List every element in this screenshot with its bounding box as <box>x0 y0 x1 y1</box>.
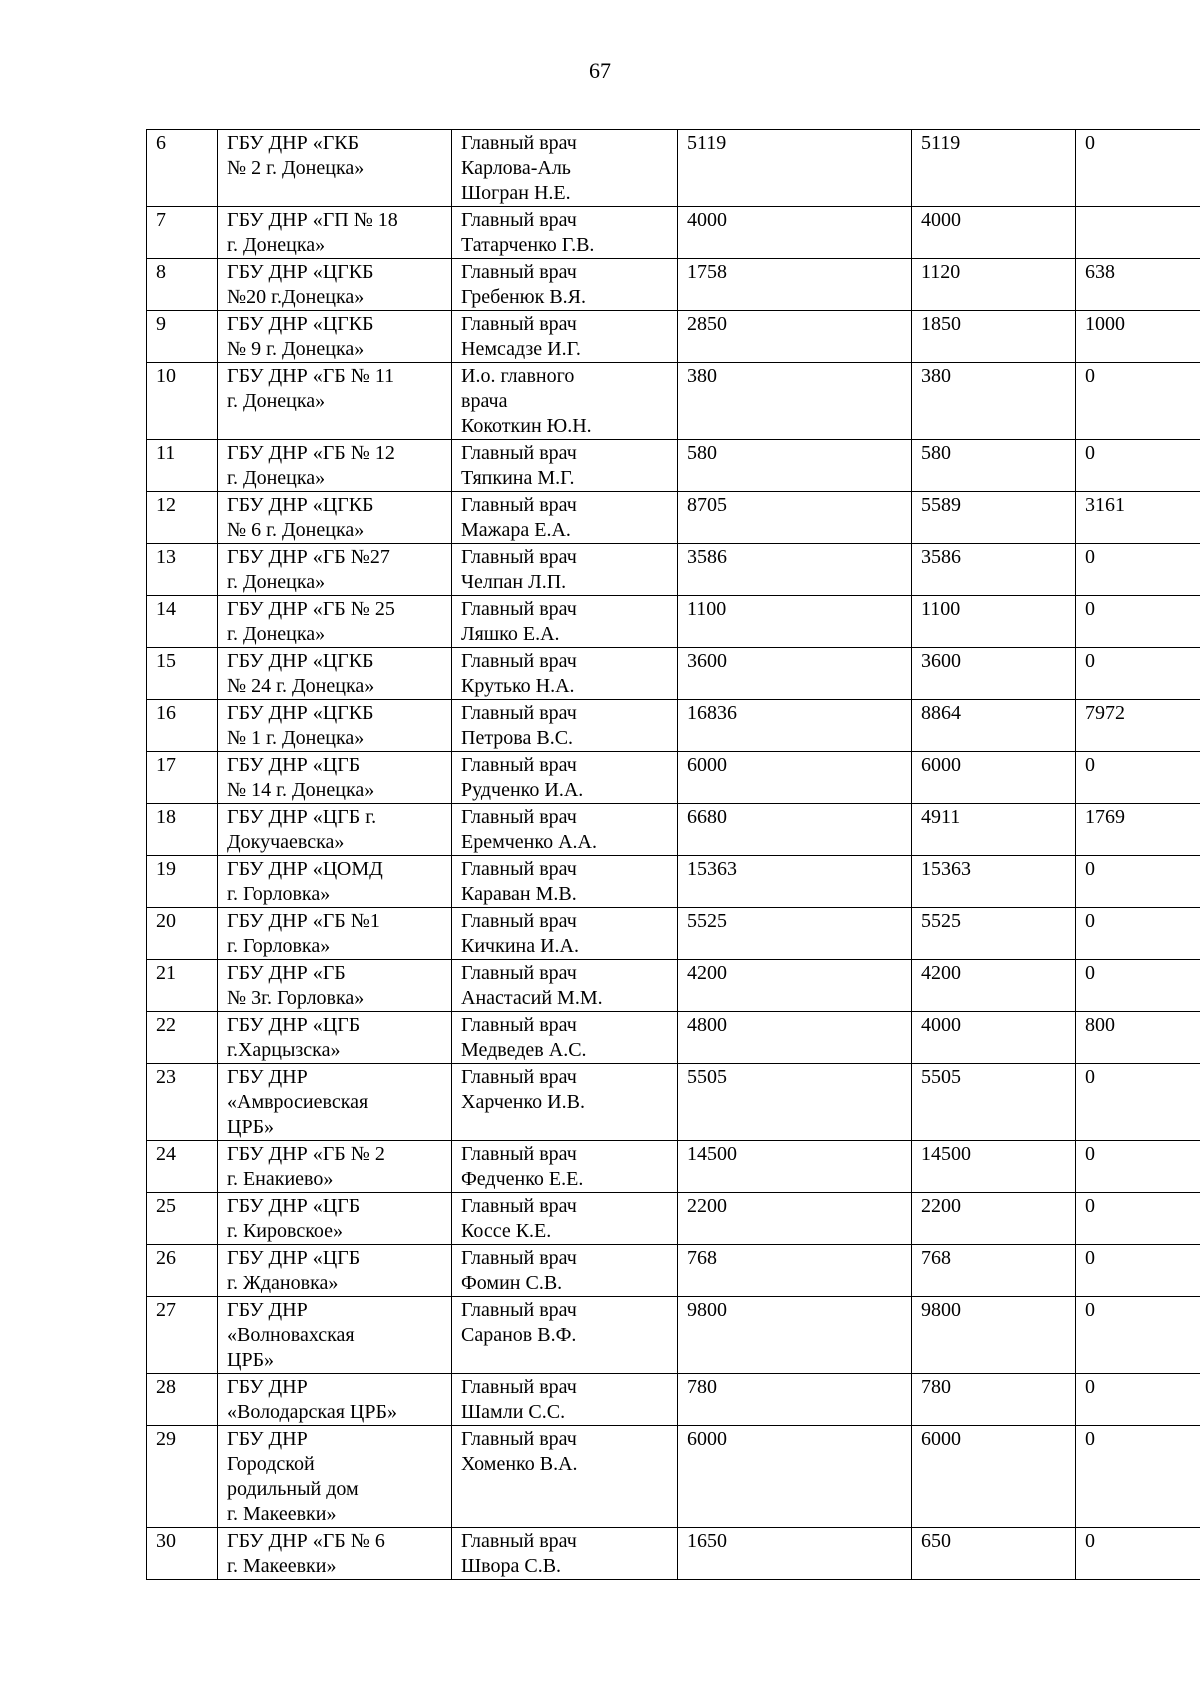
value-second-cell: 380 <box>912 363 1076 440</box>
value-third-cell: 1769 <box>1076 804 1200 856</box>
table-row <box>147 440 1200 492</box>
head-physician-cell: Главный врач Федченко Е.Е. <box>452 1141 678 1193</box>
value-third-cell: 0 <box>1076 1297 1200 1374</box>
row-number-cell: 30 <box>147 1528 218 1580</box>
head-physician-cell: Главный врач Рудченко И.А. <box>452 752 678 804</box>
institution-cell: ГБУ ДНР «ГБ № 6 г. Макеевки» <box>218 1528 452 1580</box>
value-third-cell: 0 <box>1076 960 1200 1012</box>
table-row <box>147 1297 1200 1374</box>
table-row <box>147 544 1200 596</box>
table-row <box>147 130 1200 207</box>
value-total-cell: 6000 <box>678 752 912 804</box>
value-second-cell: 8864 <box>912 700 1076 752</box>
value-total-cell: 1100 <box>678 596 912 648</box>
value-second-cell: 3586 <box>912 544 1076 596</box>
row-number-cell: 28 <box>147 1374 218 1426</box>
table-row <box>147 804 1200 856</box>
head-physician-cell: Главный врач Карлова-Аль Шогран Н.Е. <box>452 130 678 207</box>
head-physician-cell: Главный врач Медведев А.С. <box>452 1012 678 1064</box>
value-second-cell: 1100 <box>912 596 1076 648</box>
value-total-cell: 5505 <box>678 1064 912 1141</box>
value-total-cell: 14500 <box>678 1141 912 1193</box>
table-row <box>147 207 1200 259</box>
value-third-cell <box>1076 207 1200 259</box>
value-third-cell: 0 <box>1076 1141 1200 1193</box>
value-total-cell: 1650 <box>678 1528 912 1580</box>
value-third-cell: 0 <box>1076 130 1200 207</box>
head-physician-cell: Главный врач Шамли С.С. <box>452 1374 678 1426</box>
table-row <box>147 908 1200 960</box>
value-total-cell: 1758 <box>678 259 912 311</box>
table-row <box>147 492 1200 544</box>
head-physician-cell: Главный врач Немсадзе И.Г. <box>452 311 678 363</box>
value-total-cell: 4800 <box>678 1012 912 1064</box>
institution-cell: ГБУ ДНР «ГКБ № 2 г. Донецка» <box>218 130 452 207</box>
row-number-cell: 24 <box>147 1141 218 1193</box>
institution-cell: ГБУ ДНР «ГБ № 3г. Горловка» <box>218 960 452 1012</box>
table-row <box>147 259 1200 311</box>
row-number-cell: 15 <box>147 648 218 700</box>
row-number-cell: 23 <box>147 1064 218 1141</box>
row-number-cell: 7 <box>147 207 218 259</box>
institution-cell: ГБУ ДНР «ГБ №1 г. Горловка» <box>218 908 452 960</box>
value-third-cell: 0 <box>1076 648 1200 700</box>
page-number: 67 <box>589 58 611 83</box>
table-row <box>147 1064 1200 1141</box>
table-row <box>147 700 1200 752</box>
head-physician-cell: Главный врач Анастасий М.М. <box>452 960 678 1012</box>
value-total-cell: 15363 <box>678 856 912 908</box>
table-row <box>147 1012 1200 1064</box>
table-row <box>147 311 1200 363</box>
institution-cell: ГБУ ДНР «ГБ № 2 г. Енакиево» <box>218 1141 452 1193</box>
institution-cell: ГБУ ДНР «ЦГБ № 14 г. Донецка» <box>218 752 452 804</box>
value-second-cell: 5525 <box>912 908 1076 960</box>
value-third-cell: 0 <box>1076 908 1200 960</box>
value-second-cell: 4911 <box>912 804 1076 856</box>
head-physician-cell: Главный врач Кичкина И.А. <box>452 908 678 960</box>
table-row <box>147 856 1200 908</box>
value-total-cell: 4000 <box>678 207 912 259</box>
value-second-cell: 2200 <box>912 1193 1076 1245</box>
table-row <box>147 363 1200 440</box>
row-number-cell: 11 <box>147 440 218 492</box>
value-third-cell: 0 <box>1076 596 1200 648</box>
row-number-cell: 21 <box>147 960 218 1012</box>
row-number-cell: 14 <box>147 596 218 648</box>
table-row <box>147 648 1200 700</box>
value-third-cell: 0 <box>1076 1193 1200 1245</box>
value-third-cell: 0 <box>1076 363 1200 440</box>
value-third-cell: 638 <box>1076 259 1200 311</box>
head-physician-cell: Главный врач Татарченко Г.В. <box>452 207 678 259</box>
head-physician-cell: Главный врач Тяпкина М.Г. <box>452 440 678 492</box>
institution-cell: ГБУ ДНР «ЦГКБ № 6 г. Донецка» <box>218 492 452 544</box>
row-number-cell: 16 <box>147 700 218 752</box>
institution-cell: ГБУ ДНР «ЦГБ г. Кировское» <box>218 1193 452 1245</box>
row-number-cell: 8 <box>147 259 218 311</box>
value-third-cell: 0 <box>1076 1245 1200 1297</box>
value-second-cell: 5505 <box>912 1064 1076 1141</box>
table-body <box>147 130 1200 1580</box>
table-row <box>147 1374 1200 1426</box>
value-second-cell: 15363 <box>912 856 1076 908</box>
value-total-cell: 5119 <box>678 130 912 207</box>
value-third-cell: 0 <box>1076 440 1200 492</box>
value-second-cell: 14500 <box>912 1141 1076 1193</box>
row-number-cell: 20 <box>147 908 218 960</box>
value-total-cell: 3600 <box>678 648 912 700</box>
institutions-table <box>146 129 1200 1580</box>
head-physician-cell: Главный врач Швора С.В. <box>452 1528 678 1580</box>
table-row <box>147 1426 1200 1528</box>
row-number-cell: 6 <box>147 130 218 207</box>
institution-cell: ГБУ ДНР «ЦГКБ № 1 г. Донецка» <box>218 700 452 752</box>
institution-cell: ГБУ ДНР «ГБ № 25 г. Донецка» <box>218 596 452 648</box>
value-second-cell: 6000 <box>912 1426 1076 1528</box>
row-number-cell: 10 <box>147 363 218 440</box>
value-third-cell: 0 <box>1076 1528 1200 1580</box>
head-physician-cell: Главный врач Караван М.В. <box>452 856 678 908</box>
value-total-cell: 3586 <box>678 544 912 596</box>
institution-cell: ГБУ ДНР «ГБ №27 г. Донецка» <box>218 544 452 596</box>
head-physician-cell: Главный врач Мажара Е.А. <box>452 492 678 544</box>
row-number-cell: 22 <box>147 1012 218 1064</box>
row-number-cell: 26 <box>147 1245 218 1297</box>
value-third-cell: 0 <box>1076 1426 1200 1528</box>
value-total-cell: 5525 <box>678 908 912 960</box>
value-second-cell: 4000 <box>912 1012 1076 1064</box>
value-third-cell: 0 <box>1076 752 1200 804</box>
head-physician-cell: Главный врач Ляшко Е.А. <box>452 596 678 648</box>
value-second-cell: 9800 <box>912 1297 1076 1374</box>
value-second-cell: 4000 <box>912 207 1076 259</box>
row-number-cell: 17 <box>147 752 218 804</box>
value-total-cell: 6680 <box>678 804 912 856</box>
value-total-cell: 2200 <box>678 1193 912 1245</box>
institution-cell: ГБУ ДНР «ЦГБ г.Харцызска» <box>218 1012 452 1064</box>
institution-cell: ГБУ ДНР «ГБ № 11 г. Донецка» <box>218 363 452 440</box>
head-physician-cell: Главный врач Харченко И.В. <box>452 1064 678 1141</box>
value-third-cell: 0 <box>1076 544 1200 596</box>
table-row <box>147 596 1200 648</box>
value-second-cell: 768 <box>912 1245 1076 1297</box>
table-row <box>147 960 1200 1012</box>
institution-cell: ГБУ ДНР «Амвросиевская ЦРБ» <box>218 1064 452 1141</box>
head-physician-cell: Главный врач Еремченко А.А. <box>452 804 678 856</box>
table-row <box>147 1528 1200 1580</box>
value-total-cell: 9800 <box>678 1297 912 1374</box>
institution-cell: ГБУ ДНР «Володарская ЦРБ» <box>218 1374 452 1426</box>
value-third-cell: 3161 <box>1076 492 1200 544</box>
head-physician-cell: Главный врач Фомин С.В. <box>452 1245 678 1297</box>
table-row <box>147 752 1200 804</box>
table-row <box>147 1245 1200 1297</box>
head-physician-cell: И.о. главного врача Кокоткин Ю.Н. <box>452 363 678 440</box>
institution-cell: ГБУ ДНР «ГП № 18 г. Донецка» <box>218 207 452 259</box>
head-physician-cell: Главный врач Хоменко В.А. <box>452 1426 678 1528</box>
institution-cell: ГБУ ДНР «ЦГКБ № 24 г. Донецка» <box>218 648 452 700</box>
value-total-cell: 2850 <box>678 311 912 363</box>
head-physician-cell: Главный врач Петрова В.С. <box>452 700 678 752</box>
head-physician-cell: Главный врач Челпан Л.П. <box>452 544 678 596</box>
value-total-cell: 8705 <box>678 492 912 544</box>
row-number-cell: 19 <box>147 856 218 908</box>
value-total-cell: 780 <box>678 1374 912 1426</box>
value-third-cell: 7972 <box>1076 700 1200 752</box>
value-third-cell: 800 <box>1076 1012 1200 1064</box>
value-second-cell: 650 <box>912 1528 1076 1580</box>
institution-cell: ГБУ ДНР «ЦГБ г. Докучаевска» <box>218 804 452 856</box>
institution-cell: ГБУ ДНР «ЦГБ г. Ждановка» <box>218 1245 452 1297</box>
table-row <box>147 1141 1200 1193</box>
head-physician-cell: Главный врач Коссе К.Е. <box>452 1193 678 1245</box>
institution-cell: ГБУ ДНР «ЦОМД г. Горловка» <box>218 856 452 908</box>
head-physician-cell: Главный врач Саранов В.Ф. <box>452 1297 678 1374</box>
value-third-cell: 1000 <box>1076 311 1200 363</box>
row-number-cell: 29 <box>147 1426 218 1528</box>
value-second-cell: 1850 <box>912 311 1076 363</box>
value-second-cell: 1120 <box>912 259 1076 311</box>
institution-cell: ГБУ ДНР «ЦГКБ №20 г.Донецка» <box>218 259 452 311</box>
head-physician-cell: Главный врач Гребенюк В.Я. <box>452 259 678 311</box>
table-row <box>147 1193 1200 1245</box>
institution-cell: ГБУ ДНР «ГБ № 12 г. Донецка» <box>218 440 452 492</box>
row-number-cell: 27 <box>147 1297 218 1374</box>
institution-cell: ГБУ ДНР Городской родильный дом г. Макеевки» <box>218 1426 452 1528</box>
value-total-cell: 16836 <box>678 700 912 752</box>
row-number-cell: 18 <box>147 804 218 856</box>
value-total-cell: 580 <box>678 440 912 492</box>
value-third-cell: 0 <box>1076 1374 1200 1426</box>
row-number-cell: 13 <box>147 544 218 596</box>
value-third-cell: 0 <box>1076 1064 1200 1141</box>
value-total-cell: 4200 <box>678 960 912 1012</box>
value-total-cell: 6000 <box>678 1426 912 1528</box>
value-second-cell: 780 <box>912 1374 1076 1426</box>
head-physician-cell: Главный врач Крутько Н.А. <box>452 648 678 700</box>
institution-cell: ГБУ ДНР «Волновахская ЦРБ» <box>218 1297 452 1374</box>
row-number-cell: 12 <box>147 492 218 544</box>
value-second-cell: 6000 <box>912 752 1076 804</box>
row-number-cell: 9 <box>147 311 218 363</box>
value-total-cell: 380 <box>678 363 912 440</box>
value-total-cell: 768 <box>678 1245 912 1297</box>
value-second-cell: 3600 <box>912 648 1076 700</box>
row-number-cell: 25 <box>147 1193 218 1245</box>
value-second-cell: 4200 <box>912 960 1076 1012</box>
value-second-cell: 580 <box>912 440 1076 492</box>
institution-cell: ГБУ ДНР «ЦГКБ № 9 г. Донецка» <box>218 311 452 363</box>
value-third-cell: 0 <box>1076 856 1200 908</box>
value-second-cell: 5119 <box>912 130 1076 207</box>
value-second-cell: 5589 <box>912 492 1076 544</box>
